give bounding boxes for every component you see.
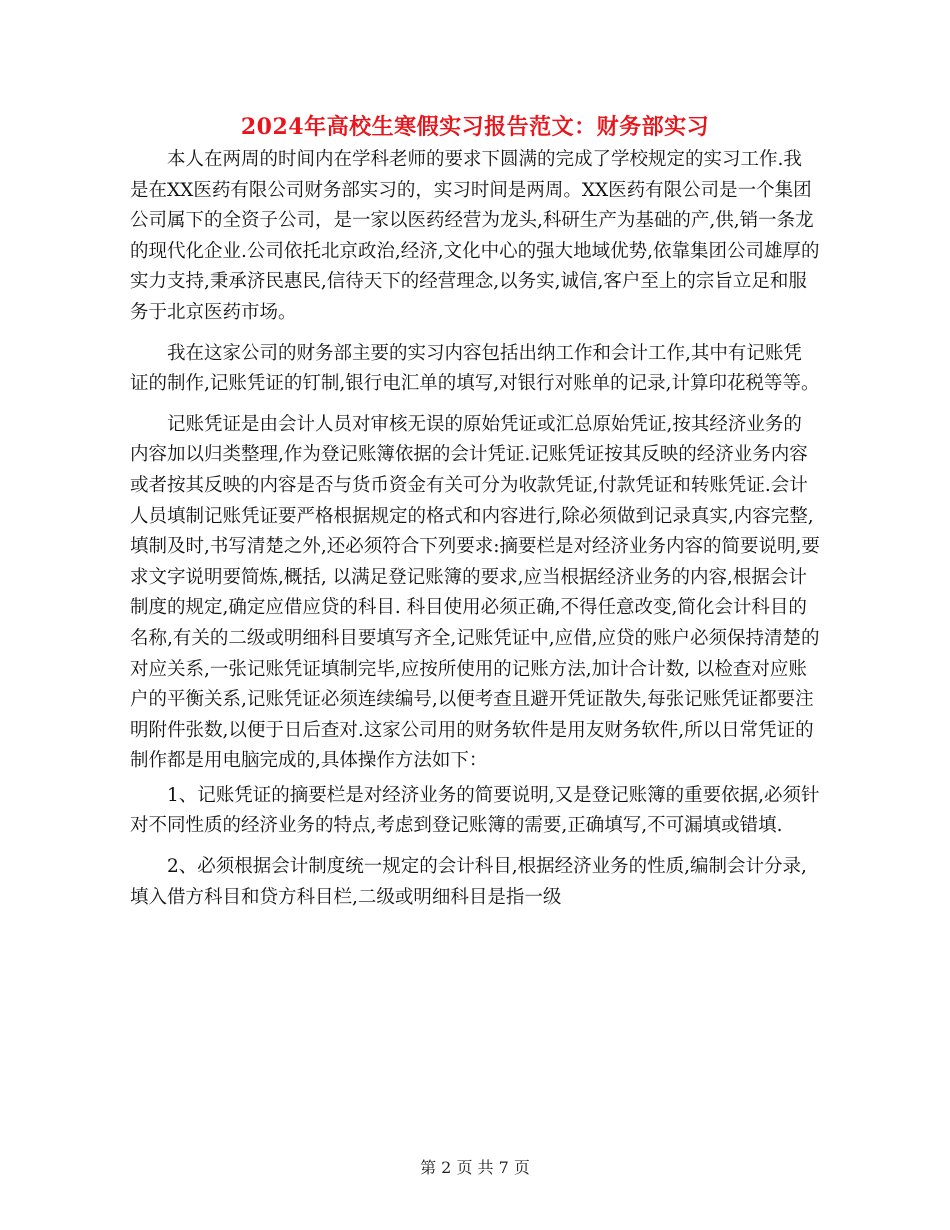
paragraph-content: 我在这家公司的财务部主要的实习内容包括出纳工作和会计工作,其中有记账凭证的制作,记账凭证的钉制,银行电汇单的填写,对银行对账单的记录,计算印花税等等。 [130,342,820,395]
paragraph-step-1: 1、记账凭证的摘要栏是对经济业务的简要说明,又是登记账簿的重要依据,必须针对不同性质的经济业务的特点,考虑到登记账簿的需要,正确填写,不可漏填或错填. [130,784,820,837]
page-number-footer: 第 2 页 共 7 页 [420,1158,530,1177]
document-body [130,145,820,913]
paragraph-step-2: 2、必须根据会计制度统一规定的会计科目,根据经济业务的性质,编制会计分录,填入借方科目和贷方科目栏,二级或明细科目是指一级 [130,856,807,908]
document-title: 2024年高校生寒假实习报告范文：财务部实习 [240,114,710,140]
paragraph-intro: 本人在两周的时间内在学科老师的要求下圆满的完成了学校规定的实习工作.我是在XX医药有限公司财务部实习的，实习时间是两周。XX医药有限公司是一个集团公司属下的全资子公司，是一家以医药经营为龙头,科研生产为基础的产,供,销一条龙的现代化企业.公司依托北京政治,经济,文化中心的强大地域优势,依靠集团公司雄厚的实力支持,秉承济民惠民,信待天下的经营理念,以务实,诚信,客户至上的宗旨立足和服务于北京医药市场。 [130,149,820,323]
paragraph-voucher: 记账凭证是由会计人员对审核无误的原始凭证或汇总原始凭证,按其经济业务的内容加以归类整理,作为登记账簿依据的会计凭证.记账凭证按其反映的经济业务内容或者按其反映的内容是否与货币资金有关可分为收款凭证,付款凭证和转账凭证.会计人员填制记账凭证要严格根据规定的格式和内容进行,除必须做到记录真实,内容完整,填制及时,书写清楚之外,还必须符合下列要求:摘要栏是对经济业务内容的简要说明,要求文字说明要简炼,概括, 以满足登记账簿的要求,应当根据经济业务的内容,根据会计制度的规定,确定应借应贷的科目. 科目使用必须正确,不得任意改变,简化会计科目的名称,有关的二级或明细科目要填写齐全,记账凭证中,应借,应贷的账户必须保持清楚的对应关系,一张记账凭证填制完毕,应按所使用的记账方法,加计合计数, 以检查对应账户的平衡关系,记账凭证必须连续编号,以便考查且避开凭证散失,每张记账凭证都要注明附件张数,以便于日后查对.这家公司用的财务软件是用友财务软件,所以日常凭证的制作都是用电脑完成的,具体操作方法如下： [130,413,820,772]
